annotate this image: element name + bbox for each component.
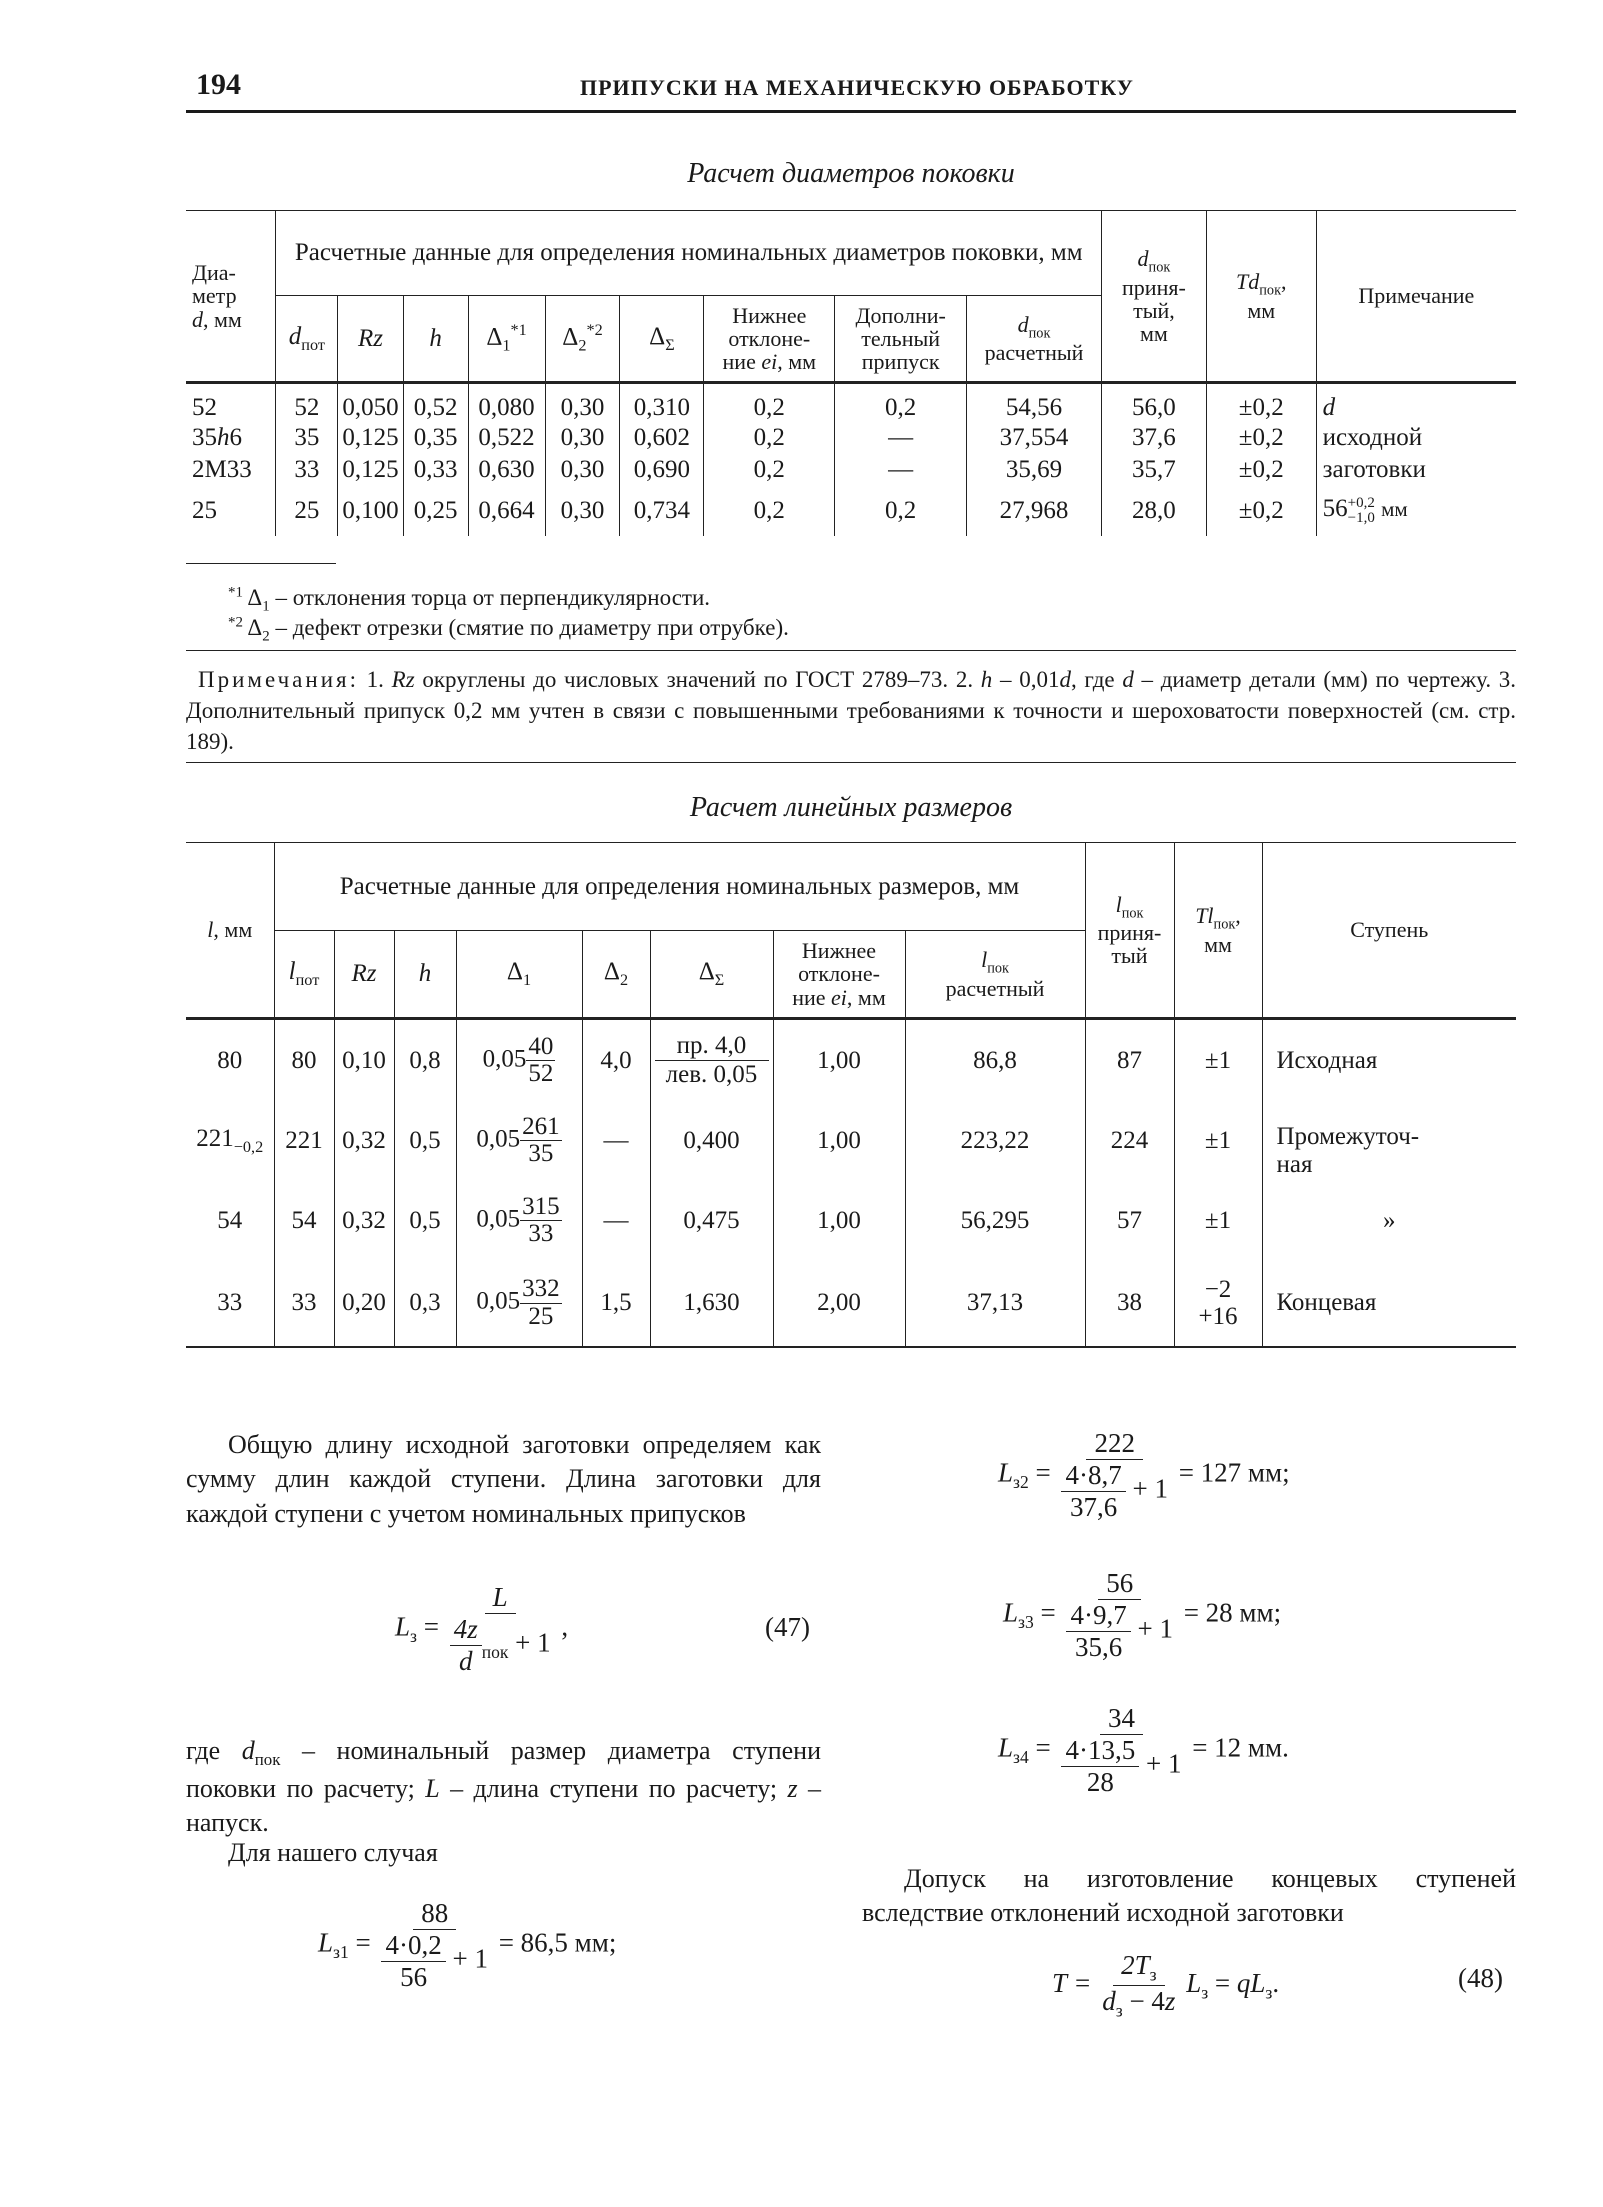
equation-47-label: (47) <box>765 1612 810 1642</box>
t2-cell: 54 <box>274 1181 334 1261</box>
t1-note-line: d <box>1316 383 1516 422</box>
inner-frac <box>1061 1460 1125 1523</box>
equation-lz2: $L_{з2}$ = 222 $\frac{4\cdot 8,7}{37,6}$ + 1 = 127 мм; <box>998 1428 1290 1522</box>
lhs-sub: з2 <box>1013 1472 1029 1493</box>
t2-cell: 223,22 <box>905 1101 1085 1181</box>
t2-h-dsum: $\Delta_\Sigma$ <box>650 931 773 1019</box>
eq-result: = 127 мм; <box>1178 1457 1290 1488</box>
inner-frac <box>1066 1600 1130 1663</box>
tol-upper: +16 <box>1198 1303 1238 1330</box>
t1-h-tol: $Td_{пок}$, мм <box>1206 211 1316 383</box>
lhs: T = <box>1052 1968 1092 1999</box>
inner-num: 4·0,2 <box>381 1930 445 1962</box>
eq-result: = 28 мм; <box>1183 1597 1282 1628</box>
t1-h-lower: Нижнее отклоне- ние ei, мм <box>704 296 835 383</box>
plus-one: + 1 <box>1132 1473 1168 1504</box>
t2-cell: 80 <box>217 1046 243 1074</box>
dsum-top: пр. 4,0 <box>655 1032 769 1061</box>
eq-result: = 86,5 мм; <box>498 1927 617 1958</box>
t2-l-value: 221 <box>196 1124 234 1152</box>
table2-head-row1 <box>186 843 1516 931</box>
t2-cell: 1,00 <box>773 1181 905 1261</box>
t2-cell: 0,32 <box>334 1181 394 1261</box>
t1-cell: 0,310 <box>620 383 704 422</box>
t2-tol-stack <box>1174 1261 1262 1347</box>
eq47-fraction <box>446 1582 555 1677</box>
eq-fraction <box>1057 1703 1185 1798</box>
t1-cell: 52 <box>276 383 338 422</box>
eq-fraction <box>377 1898 491 1993</box>
t2-cell: 0,3 <box>394 1261 456 1347</box>
t1-cell: 0,2 <box>704 383 835 422</box>
t1-h-dcalc: $d_{пок}$ расчетный <box>967 296 1102 383</box>
t1-h-delta2: $\Delta_2^{*2}$ <box>545 296 620 383</box>
frac-num: 332 <box>522 1275 560 1303</box>
t1-cell: 0,35 <box>403 422 468 454</box>
t1-h-group: Расчетные данные для определения номинальных диаметров поковки, мм <box>276 211 1102 296</box>
t1-cell: 52 <box>192 394 217 421</box>
t1-cell: 35,69 <box>967 454 1102 486</box>
lhs-sub: з1 <box>333 1942 349 1963</box>
t2-cell: 56,295 <box>905 1181 1085 1261</box>
eq47-tail: , <box>561 1611 569 1642</box>
t2-h-delta2: $\Delta_2$ <box>582 931 650 1019</box>
t2-cell: ±1 <box>1174 1019 1262 1101</box>
footnote-2: $^{*2}$ $\Delta_2$ – дефект отрезки (смятие по диаметру при отрубке). <box>228 614 789 645</box>
t1-h-dpot: $d_{пот}$ <box>276 296 338 383</box>
t2-cell: 80 <box>274 1019 334 1101</box>
t2-cell: 1,00 <box>773 1101 905 1181</box>
t1-cell: 54,56 <box>967 383 1102 422</box>
eq-num: 88 <box>413 1898 456 1930</box>
paragraph-4: Допуск на изготовление концевых ступеней вследствие отклонений исходной заготовки <box>862 1864 1516 1928</box>
t2-cell: ±1 <box>1174 1181 1262 1261</box>
tol-lower: −2 <box>1204 1275 1232 1303</box>
t2-cell: 0,475 <box>650 1181 773 1261</box>
t1-h-note: Примечание <box>1316 211 1516 383</box>
eq48-num: $2T_з$ <box>1113 1950 1164 1986</box>
t2-cell: 0,10 <box>334 1019 394 1101</box>
t2-delta1-frac <box>520 1114 562 1168</box>
t2-h-h: h <box>394 931 456 1019</box>
equation-lz4: $L_{з4}$ = 34 $\frac{4\cdot 13,5}{28}$ + 1 = 12 мм. <box>998 1703 1289 1797</box>
t1-h-d-accepted: $d_{пок}$ приня- тый, мм <box>1101 211 1206 383</box>
t2-delta1-frac <box>526 1034 555 1088</box>
t2-cell: ±1 <box>1174 1101 1262 1181</box>
t1-cell: 0,522 <box>468 422 545 454</box>
t1-note-unit: мм <box>1381 497 1408 522</box>
diameters-table <box>186 210 1516 536</box>
t1-cell: 0,2 <box>835 486 967 536</box>
inner-frac <box>1061 1735 1139 1798</box>
t1-cell: 33 <box>276 454 338 486</box>
t1-cell: 0,734 <box>620 486 704 536</box>
t2-stage: Промежуточ- ная <box>1262 1101 1516 1181</box>
t2-h-lower: Нижнее отклоне- ние ei, мм <box>773 931 905 1019</box>
t2-delta1 <box>456 1181 582 1261</box>
table-row <box>186 422 1516 454</box>
table-row <box>186 486 1516 536</box>
t1-cell: 0,2 <box>704 486 835 536</box>
table1-head-row1 <box>186 211 1516 296</box>
t2-h-rz: Rz <box>334 931 394 1019</box>
t1-cell: 35h6 <box>192 423 242 451</box>
t2-cell: 57 <box>1085 1181 1174 1261</box>
t1-cell: 37,554 <box>967 422 1102 454</box>
t1-cell: 0,690 <box>620 454 704 486</box>
t2-cell: 0,5 <box>394 1181 456 1261</box>
t2-cell: 0,400 <box>650 1101 773 1181</box>
t2-stage: Исходная <box>1262 1019 1516 1101</box>
eq-den <box>377 1930 491 1993</box>
t1-cell: 0,2 <box>704 454 835 486</box>
t2-delta1-base: 0,05 <box>476 1287 521 1315</box>
t1-cell: 0,30 <box>545 383 620 422</box>
t2-cell: 0,8 <box>394 1019 456 1101</box>
plus-one: + 1 <box>452 1943 488 1974</box>
t1-h-diam: Диа- метр d, мм <box>186 211 276 383</box>
eq47-plus: + 1 <box>515 1627 551 1658</box>
footnote-1: $^{*1}$ $\Delta_1$ – отклонения торца от перпендикулярности. <box>228 584 711 615</box>
lhs: L <box>318 1927 334 1958</box>
t2-delta1-base: 0,05 <box>476 1205 521 1233</box>
inner-den: 37,6 <box>1069 1492 1118 1522</box>
table-row <box>186 1101 1516 1181</box>
eq47-num: L <box>485 1582 516 1614</box>
eq-num: 56 <box>1098 1568 1141 1600</box>
t1-note-limits <box>1348 496 1375 526</box>
eq48-fraction <box>1098 1950 1179 2022</box>
frac-num: 261 <box>522 1112 560 1140</box>
t1-cell: 56,0 <box>1101 383 1206 422</box>
equation-48-label: (48) <box>1458 1963 1503 1993</box>
footnote-rule <box>186 563 336 564</box>
inner-num: 4·9,7 <box>1066 1600 1130 1632</box>
lhs: L <box>998 1732 1014 1763</box>
t2-h-l: l, мм <box>186 843 274 1019</box>
paragraph-3: Для нашего случая <box>228 1838 438 1867</box>
t2-h-lcalc: $l_{пок}$ расчетный <box>905 931 1085 1019</box>
t1-note-line: заготовки <box>1316 454 1516 486</box>
eq47-inner-frac: $\frac{4z}{d}$ <box>450 1614 482 1677</box>
linear-sizes-table <box>186 842 1516 1348</box>
t2-cell <box>186 1101 274 1181</box>
plus-one: + 1 <box>1145 1748 1182 1779</box>
lhs: L <box>1003 1597 1019 1628</box>
t1-cell: — <box>835 454 967 486</box>
eq-fraction <box>1062 1568 1176 1663</box>
t2-delta1 <box>456 1261 582 1347</box>
t1-cell: 0,25 <box>403 486 468 536</box>
plus-one: + 1 <box>1137 1613 1173 1644</box>
paragraph-1: Общую длину исходной заготовки определяем как сумму длин каждой ступени. Длина заготовки для каждой ступени с учетом номинальных припусков <box>186 1430 821 1528</box>
t1-cell: 35,7 <box>1101 454 1206 486</box>
t2-cell: 33 <box>217 1289 243 1317</box>
t2-h-group: Расчетные данные для определения номинальных размеров, мм <box>274 843 1085 931</box>
eq-fraction <box>1057 1428 1171 1523</box>
frac-den: 52 <box>528 1059 554 1087</box>
t2-cell: 38 <box>1085 1261 1174 1347</box>
t2-cell: 221 <box>274 1101 334 1181</box>
t2-stage: Концевая <box>1262 1261 1516 1347</box>
inner-den: 35,6 <box>1074 1632 1123 1662</box>
t2-cell: 0,20 <box>334 1261 394 1347</box>
t2-h-tol: $Tl_{пок}$, мм <box>1174 843 1262 1019</box>
t2-cell: 1,00 <box>773 1019 905 1101</box>
paragraph-2: где $d_{пок}$ – номинальный размер диаметра ступени поковки по расчету; L – длина ступени по расчету; z – напуск. <box>186 1736 822 1837</box>
table2-title: Расчет линейных размеров <box>689 792 1013 823</box>
t1-cell: 0,100 <box>338 486 403 536</box>
t1-note-base: 56 <box>1322 495 1348 523</box>
eq-result: = 12 мм. <box>1192 1732 1289 1763</box>
eq-den <box>1062 1600 1176 1663</box>
t2-cell: — <box>582 1181 650 1261</box>
lhs-sub: з3 <box>1018 1612 1034 1633</box>
t2-cell: — <box>582 1101 650 1181</box>
frac-den: 25 <box>528 1302 554 1330</box>
t2-delta1-frac <box>520 1276 562 1330</box>
t2-h-lpot: $l_{пот}$ <box>274 931 334 1019</box>
t2-h-l-accepted: $l_{пок}$ приня- тый <box>1085 843 1174 1019</box>
t1-cell: 0,050 <box>338 383 403 422</box>
t2-cell: 0,32 <box>334 1101 394 1181</box>
t2-l-sub: −0,2 <box>233 1137 264 1156</box>
eq-den <box>1057 1460 1171 1523</box>
lhs-sub: з4 <box>1013 1747 1029 1768</box>
t1-cell: 0,2 <box>704 422 835 454</box>
running-title: ПРИПУСКИ НА МЕХАНИЧЕСКУЮ ОБРАБОТКУ <box>580 75 1134 100</box>
t1-note-line: исходной <box>1316 422 1516 454</box>
inner-frac <box>381 1930 445 1993</box>
inner-num: 4z <box>450 1614 482 1646</box>
t2-cell: 1,630 <box>650 1261 773 1347</box>
t2-cell: 54 <box>217 1206 243 1234</box>
equation-48: T = $2T_з$ $d_з - 4z$ $L_з = qL_з$. <box>1052 1950 1280 2021</box>
frac-den: 33 <box>528 1220 554 1247</box>
eq-num: 222 <box>1086 1428 1143 1460</box>
t1-cell: 0,080 <box>468 383 545 422</box>
eq-num: 34 <box>1100 1703 1143 1735</box>
t1-cell: 0,630 <box>468 454 545 486</box>
t2-cell: 33 <box>274 1261 334 1347</box>
t2-delta1 <box>456 1019 582 1101</box>
t2-delta1-base: 0,05 <box>482 1044 527 1072</box>
t2-delta1 <box>456 1101 582 1181</box>
table-row <box>186 454 1516 486</box>
inner-den: 56 <box>400 1962 428 1992</box>
frac-num: 40 <box>528 1032 554 1060</box>
frac-den: 35 <box>528 1140 554 1167</box>
t1-cell: ±0,2 <box>1206 454 1316 486</box>
t1-h-extra: Дополни- тельный припуск <box>835 296 967 383</box>
t2-cell: 86,8 <box>905 1019 1085 1101</box>
eq48-den: $d_з - 4z$ <box>1102 1986 1176 2021</box>
inner-num: 4·8,7 <box>1061 1460 1125 1492</box>
t1-cell: — <box>835 422 967 454</box>
equation-lz1: $L_{з1}$ = 88 $\frac{4\cdot 0,2}{56}$ + 1 = 86,5 мм; <box>318 1898 617 1992</box>
dsum-bottom: лев. 0,05 <box>665 1060 758 1088</box>
notes-rule-bottom <box>186 762 1516 763</box>
t2-cell: 37,13 <box>905 1261 1085 1347</box>
t1-cell: 0,30 <box>545 422 620 454</box>
t1-cell: 25 <box>276 486 338 536</box>
inner-den: 28 <box>1086 1767 1114 1797</box>
lhs: L <box>998 1457 1014 1488</box>
table1-notes: Примечания: 1. Rz округлены до числовых значений по ГОСТ 2789–73. 2. h – 0,01d, где d – диаметр детали (мм) по чертежу. 3. Дополнительный припуск 0,2 мм учтен в связи с повышенными требованиями к точности и шероховатости поверхностей (см. стр. 189). <box>186 667 1517 755</box>
t1-h-dsum: $\Delta_\Sigma$ <box>620 296 704 383</box>
eq47-den: $\frac{4z}{d}$ $_{пок}$ + 1 <box>446 1614 555 1677</box>
t2-cell: 1,5 <box>582 1261 650 1347</box>
eq-den <box>1057 1735 1185 1798</box>
t1-cell: 0,2 <box>835 383 967 422</box>
t1-cell: ±0,2 <box>1206 422 1316 454</box>
t1-cell: 0,125 <box>338 454 403 486</box>
t2-cell: 0,5 <box>394 1101 456 1181</box>
table-row <box>186 383 1516 422</box>
t1-cell: 2M33 <box>192 455 252 483</box>
t2-h-stage: Ступень <box>1262 843 1516 1019</box>
t2-h-delta1: $\Delta_1$ <box>456 931 582 1019</box>
table1-title: Расчет диаметров поковки <box>687 158 1015 189</box>
t1-cell: 0,30 <box>545 454 620 486</box>
t1-note-sup: +0,2 <box>1347 494 1375 511</box>
t2-cell: 87 <box>1085 1019 1174 1101</box>
notes-rule-top <box>186 650 1516 651</box>
t1-cell: 0,125 <box>338 422 403 454</box>
table-row <box>186 1261 1516 1347</box>
t2-stage: » <box>1262 1181 1516 1261</box>
t1-h-delta1: $\Delta_1^{*1}$ <box>468 296 545 383</box>
t1-note-tolerance <box>1316 486 1516 536</box>
t1-cell: 27,968 <box>967 486 1102 536</box>
t2-cell: 4,0 <box>582 1019 650 1101</box>
t1-cell: 0,52 <box>403 383 468 422</box>
t1-h-h: h <box>403 296 468 383</box>
frac-num: 315 <box>522 1192 560 1220</box>
notes-label: Примечания: <box>198 667 359 692</box>
equation-47: $L_з$ = L $\frac{4z}{d}$ $_{пок}$ + 1 , <box>395 1582 569 1676</box>
table-row <box>186 1181 1516 1261</box>
t2-dsum <box>650 1019 773 1101</box>
t2-delta1-base: 0,05 <box>476 1125 521 1153</box>
t1-cell: 0,33 <box>403 454 468 486</box>
page-number: 194 <box>196 68 241 101</box>
t1-note-sub: −1,0 <box>1347 509 1375 526</box>
t1-cell: 0,602 <box>620 422 704 454</box>
header-rule <box>186 110 1516 113</box>
table-row <box>186 1019 1516 1101</box>
t2-delta1-frac <box>520 1194 562 1248</box>
t1-cell: 28,0 <box>1101 486 1206 536</box>
t1-cell: 0,664 <box>468 486 545 536</box>
equation-lz3: $L_{з3}$ = 56 $\frac{4\cdot 9,7}{35,6}$ + 1 = 28 мм; <box>1003 1568 1282 1662</box>
inner-num: 4·13,5 <box>1061 1735 1139 1767</box>
t2-cell: 2,00 <box>773 1261 905 1347</box>
t1-cell: 25 <box>192 496 217 524</box>
t1-cell: 0,30 <box>545 486 620 536</box>
t2-cell: 224 <box>1085 1101 1174 1181</box>
t1-cell: 37,6 <box>1101 422 1206 454</box>
t1-cell: ±0,2 <box>1206 383 1316 422</box>
t1-cell: 35 <box>276 422 338 454</box>
t1-h-rz: Rz <box>338 296 403 383</box>
t1-cell: ±0,2 <box>1206 486 1316 536</box>
